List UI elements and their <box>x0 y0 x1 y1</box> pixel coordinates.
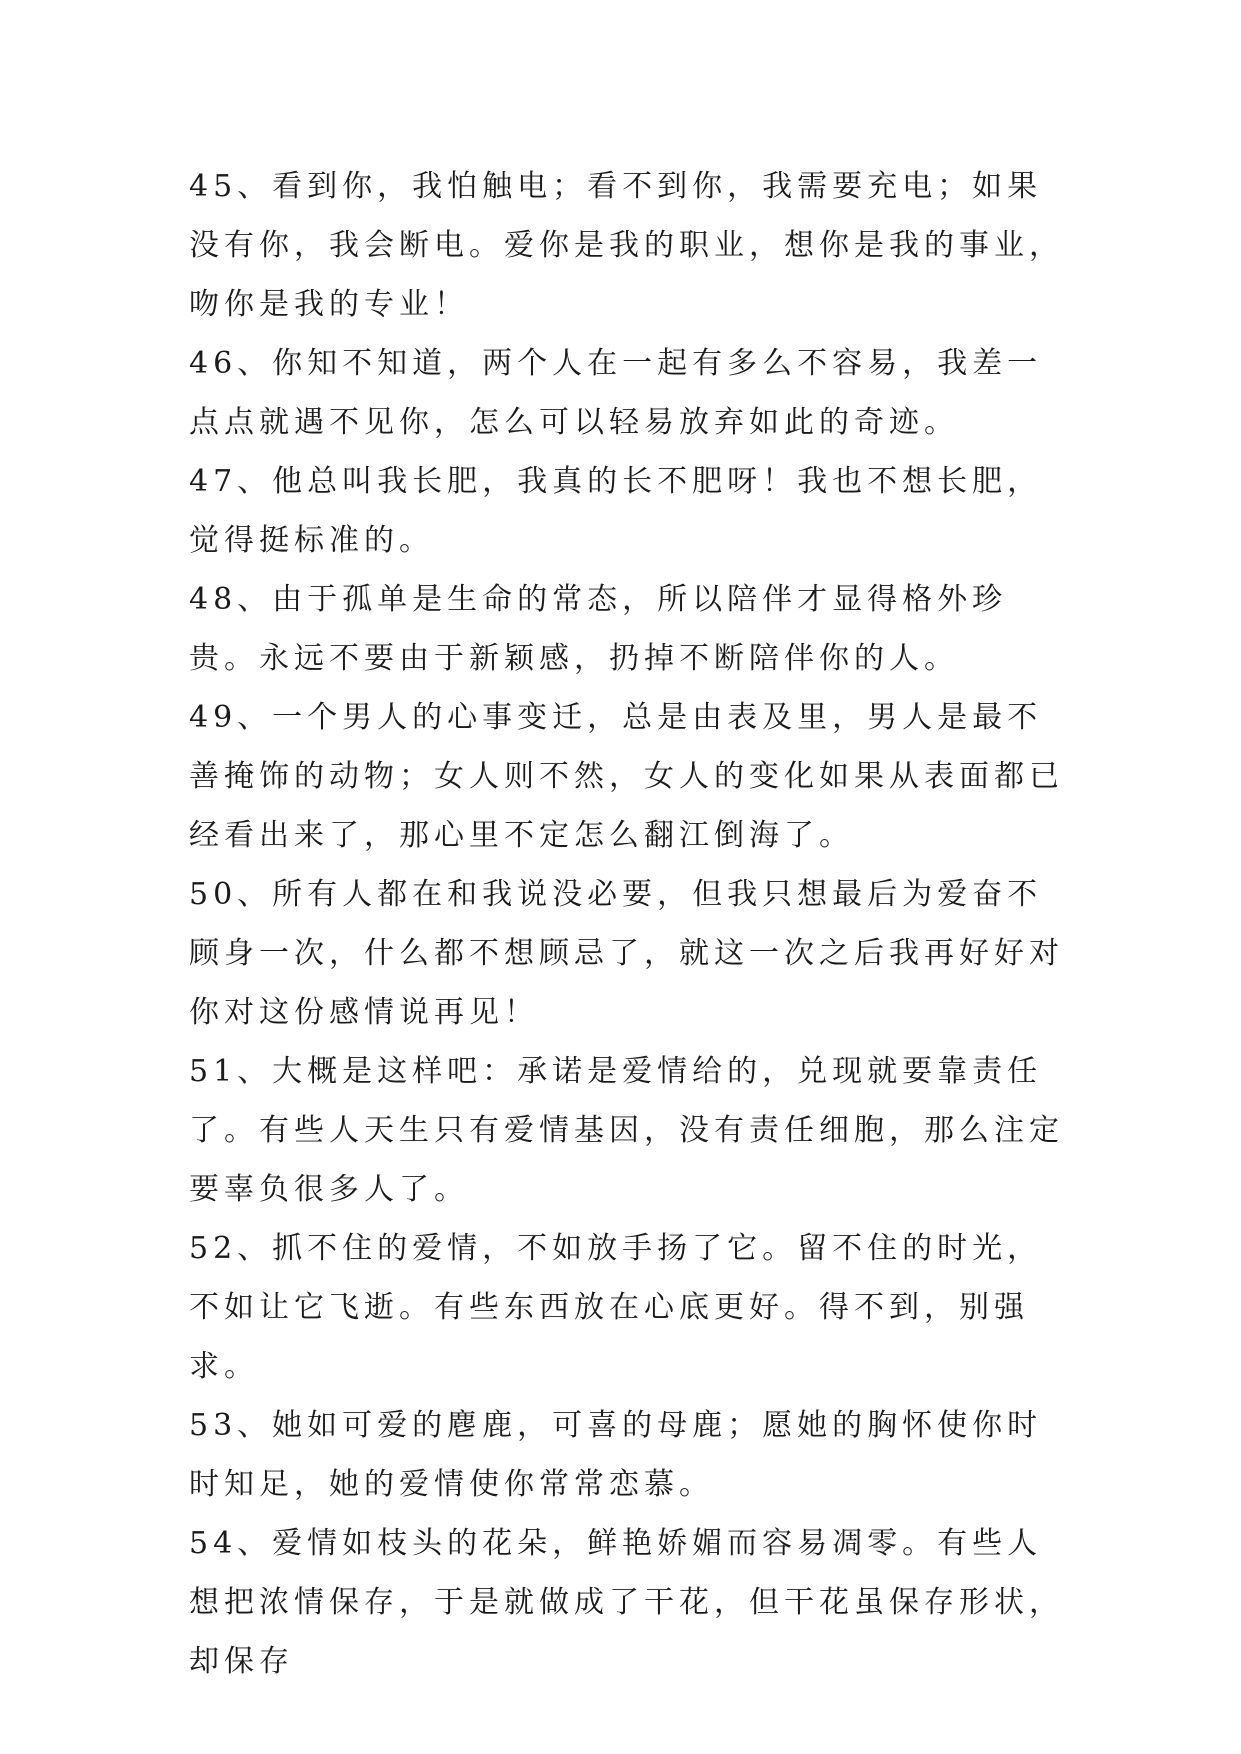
entry-47: 47、他总叫我长肥，我真的长不肥呀！我也不想长肥，觉得挺标准的。 <box>189 464 1043 558</box>
document-body <box>189 157 1069 1691</box>
entry-54: 54、爱情如枝头的花朵，鲜艳娇媚而容易凋零。有些人想把浓情保存，于是就做成了干花，但干花虽保存形状，却保存 <box>189 1526 1064 1679</box>
entry-51: 51、大概是这样吧：承诺是爱情给的，兑现就要靠责任了。有些人天生只有爱情基因，没有责任细胞，那么注定要辜负很多人了。 <box>189 1054 1064 1207</box>
entry-45: 45、看到你，我怕触电；看不到你，我需要充电；如果没有你，我会断电。爱你是我的职业，想你是我的事业，吻你是我的专业！ <box>189 169 1064 322</box>
entry-52: 52、抓不住的爱情，不如放手扬了它。留不住的时光，不如让它飞逝。有些东西放在心底更好。得不到，别强求。 <box>189 1231 1043 1384</box>
entry-46: 46、你知不知道，两个人在一起有多么不容易，我差一点点就遇不见你，怎么可以轻易放弃如此的奇迹。 <box>189 346 1043 440</box>
entry-50: 50、所有人都在和我说没必要，但我只想最后为爱奋不顾身一次，什么都不想顾忌了，就这一次之后我再好好对你对这份感情说再见！ <box>189 877 1064 1030</box>
entry-49: 49、一个男人的心事变迁，总是由表及里，男人是最不善掩饰的动物；女人则不然，女人的变化如果从表面都已经看出来了，那心里不定怎么翻江倒海了。 <box>189 700 1064 853</box>
entry-48: 48、由于孤单是生命的常态，所以陪伴才显得格外珍贵。永远不要由于新颖感，扔掉不断陪伴你的人。 <box>189 582 1008 676</box>
entry-53: 53、她如可爱的麀鹿，可喜的母鹿；愿她的胸怀使你时时知足，她的爱情使你常常恋慕。 <box>189 1408 1043 1502</box>
